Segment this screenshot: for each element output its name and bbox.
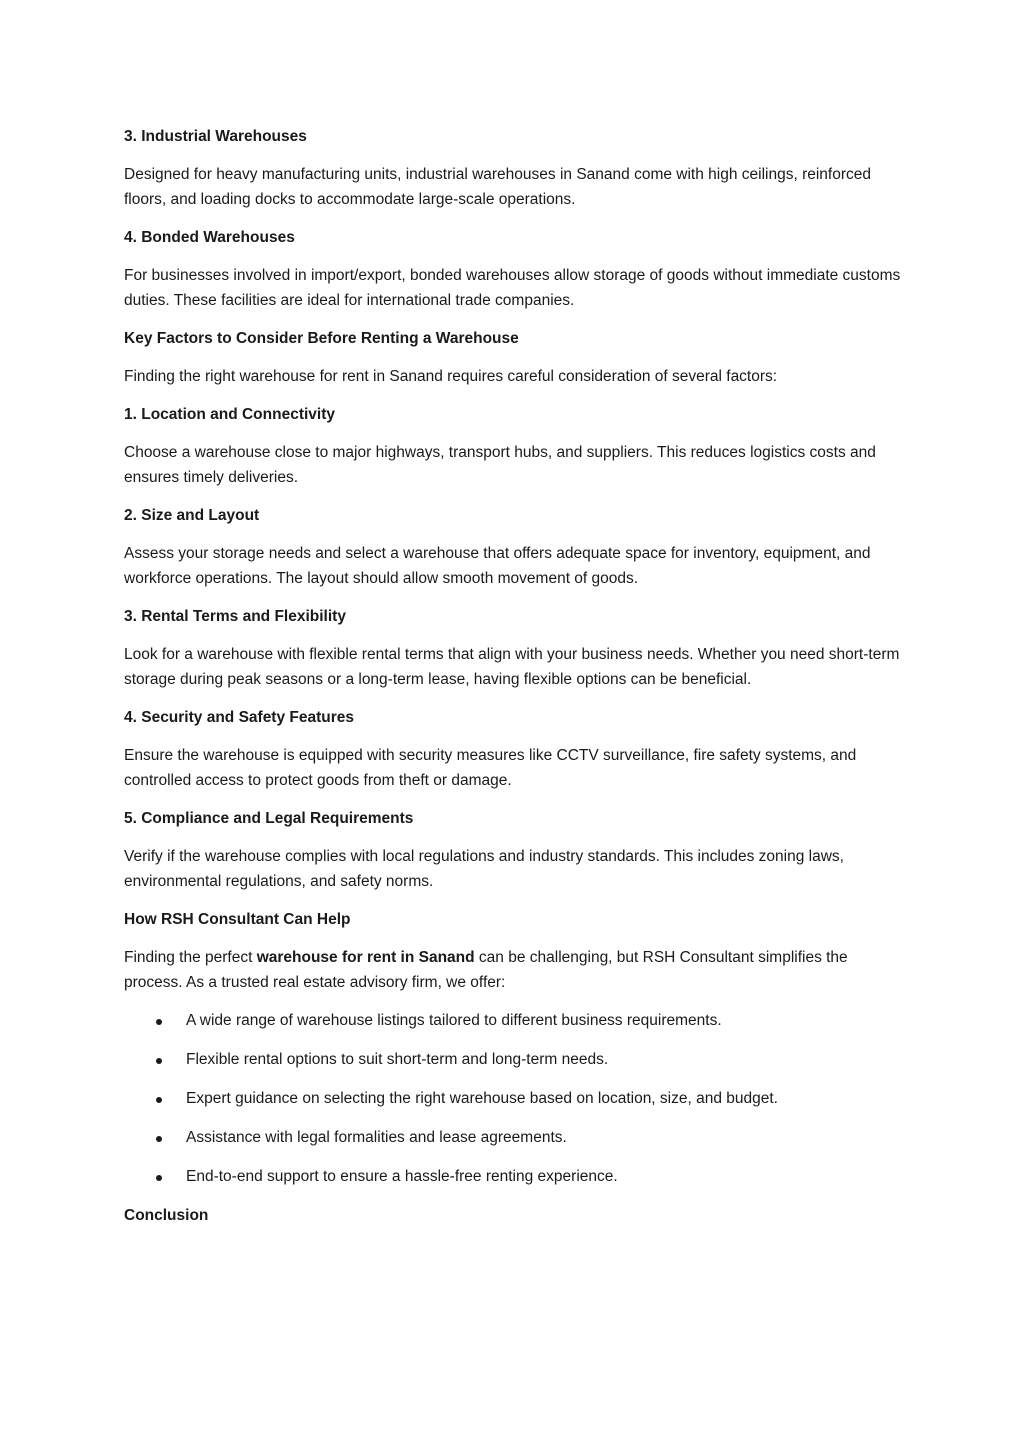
list-item — [124, 1008, 904, 1033]
bullet-icon — [156, 1097, 162, 1103]
paragraph-key-factors: Finding the right warehouse for rent in Sanand requires careful consideration of several factors: — [124, 368, 778, 385]
list-item — [124, 1125, 904, 1150]
section-heading-size-layout: 2. Size and Layout — [124, 507, 260, 524]
section-heading-conclusion: Conclusion — [124, 1207, 209, 1224]
keyword-warehouse-for-rent: warehouse for rent in Sanand — [256, 949, 475, 966]
paragraph-rsh-text-after: can be challenging, but RSH Consultant simplifies the process. As a trusted real estate advisory firm, we offer: — [124, 949, 848, 991]
list-item-text: End-to-end support to ensure a hassle-free renting experience. — [186, 1168, 618, 1185]
section-heading-compliance: 5. Compliance and Legal Requirements — [124, 810, 414, 827]
section-heading-rsh-consultant: How RSH Consultant Can Help — [124, 911, 351, 928]
bullet-icon — [156, 1019, 162, 1025]
list-item-text: Expert guidance on selecting the right warehouse based on location, size, and budget. — [186, 1090, 778, 1107]
section-heading-bonded-warehouses: 4. Bonded Warehouses — [124, 229, 295, 246]
list-item — [124, 1047, 904, 1072]
bullet-icon — [156, 1058, 162, 1064]
paragraph-rsh-text-before: Finding the perfect — [124, 949, 257, 966]
bullet-icon — [156, 1175, 162, 1181]
offerings-list — [124, 1008, 904, 1189]
section-heading-location: 1. Location and Connectivity — [124, 406, 335, 423]
paragraph-location: Choose a warehouse close to major highways, transport hubs, and suppliers. This reduces logistics costs and ensures timely deliveries. — [124, 444, 876, 486]
section-heading-rental-terms: 3. Rental Terms and Flexibility — [124, 608, 346, 625]
section-heading-security: 4. Security and Safety Features — [124, 709, 355, 726]
section-heading-key-factors: Key Factors to Consider Before Renting a Warehouse — [124, 330, 519, 347]
paragraph-industrial-warehouses: Designed for heavy manufacturing units, industrial warehouses in Sanand come with high ceilings, reinforced floors, and loading docks to accommodate large-scale operations. — [124, 166, 871, 208]
paragraph-security: Ensure the warehouse is equipped with security measures like CCTV surveillance, fire safety systems, and controlled access to protect goods from theft or damage. — [124, 747, 857, 789]
list-item — [124, 1086, 904, 1111]
list-item — [124, 1164, 904, 1189]
paragraph-size-layout: Assess your storage needs and select a warehouse that offers adequate space for inventory, equipment, and workforce operations. The layout should allow smooth movement of goods. — [124, 545, 871, 587]
document-page — [124, 124, 904, 1241]
bullet-icon — [156, 1136, 162, 1142]
list-item-text: Assistance with legal formalities and lease agreements. — [186, 1129, 567, 1146]
list-item-text: Flexible rental options to suit short-term and long-term needs. — [186, 1051, 609, 1068]
list-item-text: A wide range of warehouse listings tailored to different business requirements. — [186, 1012, 722, 1029]
paragraph-compliance: Verify if the warehouse complies with local regulations and industry standards. This includes zoning laws, environmental regulations, and safety norms. — [124, 848, 844, 890]
paragraph-rsh-consultant — [124, 945, 904, 995]
section-heading-industrial-warehouses: 3. Industrial Warehouses — [124, 128, 307, 145]
paragraph-rental-terms: Look for a warehouse with flexible rental terms that align with your business needs. Whether you need short-term storage during peak seasons or a long-term lease, having flexible options can be beneficial. — [124, 646, 900, 688]
paragraph-bonded-warehouses: For businesses involved in import/export, bonded warehouses allow storage of goods without immediate customs duties. These facilities are ideal for international trade companies. — [124, 267, 901, 309]
